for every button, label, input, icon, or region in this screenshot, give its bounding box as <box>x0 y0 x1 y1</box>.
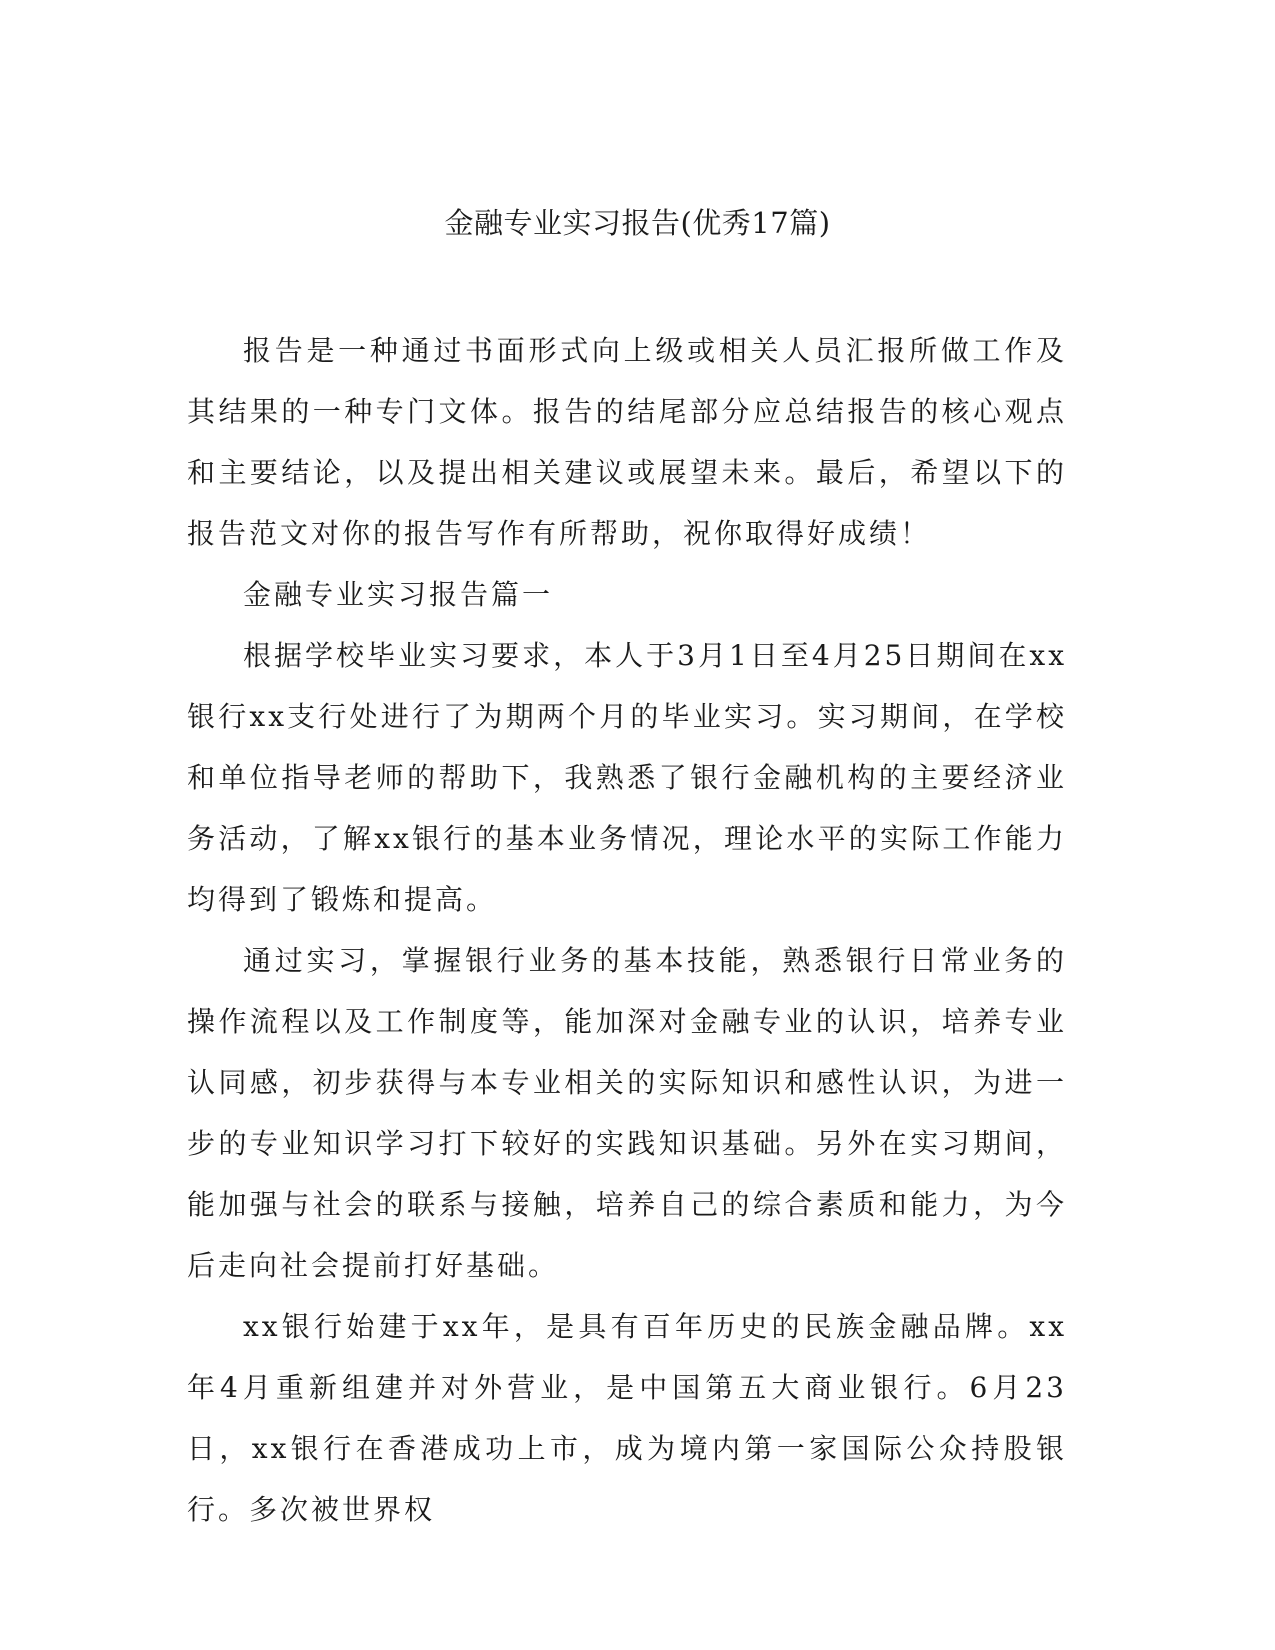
body-paragraph: 根据学校毕业实习要求，本人于3月1日至4月25日期间在xx银行xx支行处进行了为期两个月的毕业实习。实习期间，在学校和单位指导老师的帮助下，我熟悉了银行金融机构的主要经济业务活动，了解xx银行的基本业务情况，理论水平的实际工作能力均得到了锻炼和提高。 <box>187 639 1067 916</box>
body-paragraph: 通过实习，掌握银行业务的基本技能，熟悉银行日常业务的操作流程以及工作制度等，能加深对金融专业的认识，培养专业认同感，初步获得与本专业相关的实际知识和感性认识，为进一步的专业知识学习打下较好的实践知识基础。另外在实习期间，能加强与社会的联系与接触，培养自己的综合素质和能力，为今后走向社会提前打好基础。 <box>187 944 1067 1282</box>
body-paragraph: xx银行始建于xx年，是具有百年历史的民族金融品牌。xx年4月重新组建并对外营业，是中国第五大商业银行。6月23日，xx银行在香港成功上市，成为境内第一家国际公众持股银行。多次被世界权 <box>187 1310 1067 1526</box>
document-body <box>187 320 1067 1540</box>
section-heading: 金融专业实习报告篇一 <box>243 578 554 611</box>
document-title: 金融专业实习报告(优秀17篇) <box>444 206 831 240</box>
intro-paragraph: 报告是一种通过书面形式向上级或相关人员汇报所做工作及其结果的一种专门文体。报告的结尾部分应总结报告的核心观点和主要结论，以及提出相关建议或展望未来。最后，希望以下的报告范文对你的报告写作有所帮助，祝你取得好成绩！ <box>187 334 1067 550</box>
